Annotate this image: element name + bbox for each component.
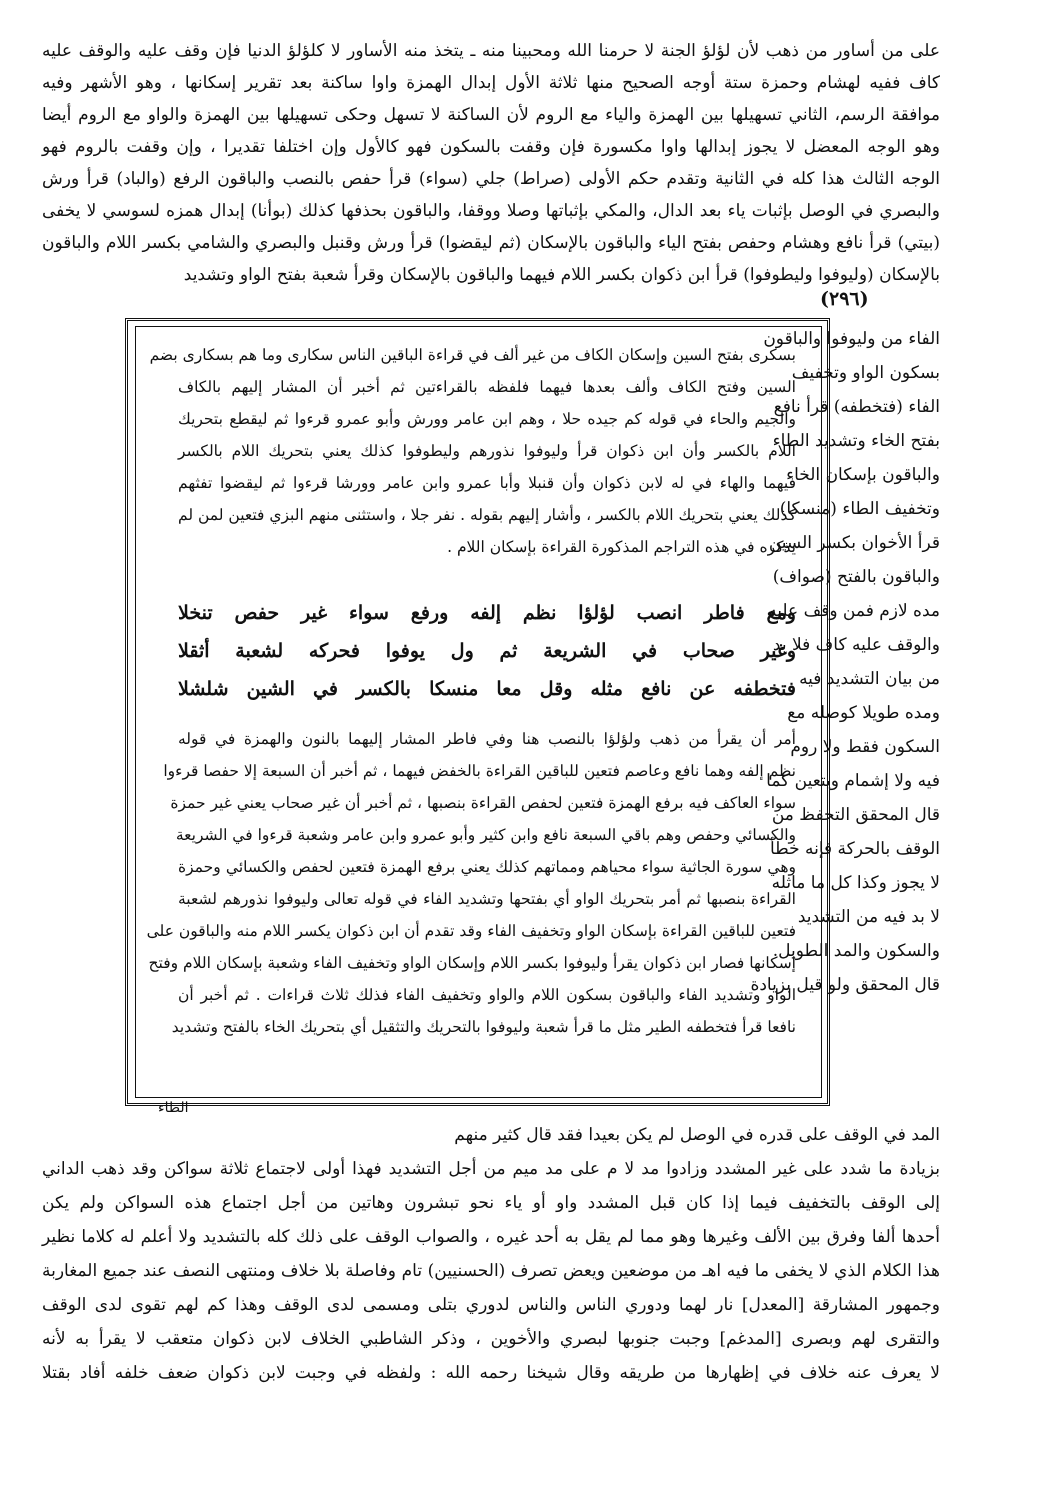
- side-text-line: قال المحقق ولو قيل بزيادة: [750, 975, 940, 995]
- box-text-line: يذكره في هذه التراجم المذكورة القراءة بإسكان اللام .: [447, 538, 796, 556]
- side-text-line: الوقف بالحركة فإنه خطأ: [769, 839, 940, 859]
- side-text-line: السكون فقط ولا روم: [790, 737, 940, 757]
- page-number: (٢٩٦): [820, 288, 869, 310]
- box-text-line: فيهما والهاء في له لابن ذكوان وأن قنبلا وأبا عمرو وابن عامر وورشا قرءوا ثم ليقضوا تفثهم: [178, 474, 796, 492]
- text-line: والتقرى لهم وبصرى [المدغم] وجبت جنوبها لبصري والأخوين ، وذكر الشاطبي الخلاف لابن ذكوان متعقب لا يقرأ به لأنه: [42, 1329, 940, 1349]
- text-line: وجمهور المشارقة [المعدل] نار لهما ودوري الناس والناس لدوري بتلى ومسمى لدى الوقف وهذا كم لهم تقوى لدى الوقف: [42, 1295, 940, 1315]
- box-text-line: كذلك يعني بتحريك اللام بالكسر ، وأشار إليهم بقوله . نفر جلا ، واستثنى منهم البزي فتعين لمن لم: [178, 506, 796, 524]
- text-line: أحدها ألفا وفرق بين الألف وغيرها وهو مما لم يقل به أحد غيره ، والصواب الوقف على ذلك كله بالتشديد ولا أعلم له كلاما نظير: [42, 1227, 940, 1247]
- side-text-line: والباقون بالفتح (صواف): [772, 567, 940, 587]
- text-line: والبصري في الوصل بإثبات ياء بعد الدال، والمكي بإثباتها وصلا ووقفا، والباقون بحذفها كذلك (بوأنا) إبدال همزه لسوسي لا يخفى: [42, 201, 940, 221]
- side-text-line: والباقون بإسكان الخاء: [786, 465, 940, 485]
- box-text-line: الواو وتشديد الفاء والباقون بسكون اللام والواو وتخفيف الفاء فذلك ثلاث قراءات . ثم أخبر أن: [178, 986, 796, 1004]
- box-text-line: والكسائي وحفص وهم باقي السبعة نافع وابن كثير وأبو عمرو وابن عامر وشعبة قرءوا في الشريعة: [175, 826, 796, 844]
- box-text-line: اللام بالكسر وأن ابن ذكوان قرأ وليوفوا نذورهم وليطوفوا كذلك يعني بتحريك اللام بالكسر: [178, 442, 796, 460]
- side-text-line: والسكون والمد الطويل.: [772, 941, 940, 961]
- side-text-line: مده لازم فمن وقف عليه: [768, 601, 940, 621]
- side-text-line: قرأ الأخوان بكسر السين: [768, 533, 940, 553]
- side-text-line: بسكون الواو وتخفيف: [791, 363, 940, 383]
- text-line: المد في الوقف على قدره في الوصل لم يكن بعيدا فقد قال كثير منهم: [454, 1125, 940, 1145]
- text-line: (بيتي) قرأ نافع وهشام وحفص بفتح الياء والباقون بالإسكان (ثم ليقضوا) قرأ ورش وقنبل والبصري والشامي بكسر اللام والباقون: [42, 233, 940, 253]
- side-text-line: الفاء من وليوفوا والباقون: [763, 329, 940, 349]
- side-text-line: لا بد فيه من التشديد: [797, 907, 940, 927]
- side-text-line: من بيان التشديد فيه: [799, 669, 940, 689]
- text-line: بزيادة ما شدد على غير المشدد وزادوا مد لا م على مد ميم من أجل التشديد فهذا أولى لاجتماع ثلاثة سواكن وقد ذهب الداني: [42, 1159, 940, 1179]
- text-line: موافقة الرسم، الثاني تسهيلها بين الهمزة والياء مع الروم لأن الساكنة لا تسهل وحكى تسهيلها بين الهمزة والواو مع الروم أيضا: [42, 105, 940, 125]
- side-text-line: فيه ولا إشمام ويتعين كما: [766, 771, 940, 791]
- side-text-line: بفتح الخاء وتشديد الطاء: [772, 431, 940, 451]
- text-line: الوجه الثالث هذا كله في الثانية وتقدم حكم الأولى (صراط) جلي (سواء) قرأ حفص بالنصب والباقون الرفع (والباد) قرأ ورش: [42, 169, 940, 189]
- margin-note: الطاء: [158, 1100, 189, 1116]
- text-line: إلى الوقف بالتخفيف فيما إذا كان قبل المشدد واو أو ياء نحو تبشرون وهاتين من أجل اجتماع هذه السواكن ولم يكن: [42, 1193, 940, 1213]
- side-text-line: الفاء (فتخطفه) قرأ نافع: [773, 397, 940, 417]
- box-text-line: وهي سورة الجاثية سواء محياهم ومماتهم كذلك يعني برفع الهمزة فتعين لحفص والكسائي وحمزة: [178, 858, 796, 876]
- box-text-line: السين وفتح الكاف وألف بعدها فيهما فلفظه بالقراءتين ثم أخبر أن المشار إليهم بالكاف: [178, 378, 796, 396]
- text-line: بالإسكان (وليوفوا وليطوفوا) قرأ ابن ذكوان بكسر اللام فيهما والباقون بالإسكان وقرأ شعبة بفتح الواو وتشديد: [183, 265, 940, 285]
- text-line: وهو الوجه المعضل لا يجوز إبدالها واوا مكسورة فإن وقفت بالسكون فهو كالأول وإن اختلفا تقديرا ، وإن وقفت بالروم فهو: [42, 137, 940, 157]
- verse-line: وغير صحاب في الشريعة ثم ول يوفوا فحركه لشعبة أثقلا: [178, 640, 796, 662]
- box-text-line: بسكرى بفتح السين وإسكان الكاف من غير ألف في قراءة الباقين الناس سكارى وما هم بسكارى بضم: [149, 346, 796, 364]
- text-line: لا يعرف عنه خلاف في إظهارها من طريقه وقال شيخنا رحمه الله : ولفظه في وجبت لابن ذكوان ضعف خلفه أفاد بقتلا: [42, 1363, 940, 1383]
- box-text-line: والجيم والحاء في قوله كم جيده حلا ، وهم ابن عامر وورش وأبو عمرو قرءوا ثم ليقطع بتحريك: [178, 410, 796, 428]
- side-text-line: لا يجوز وكذا كل ما ماثله: [771, 873, 940, 893]
- text-line: على من أساور من ذهب لأن لؤلؤ الجنة لا حرمنا الله ومحبينا منه ـ يتخذ منه الأساور لا كلؤلؤ الدنيا فإن وقف عليه والوقف عليه: [42, 41, 940, 61]
- verse-line: فتخطفه عن نافع مثله وقل معا منسكا بالكسر في الشين شلشلا: [178, 678, 796, 700]
- box-text-line: القراءة بنصبها ثم أمر بتحريك الواو أي بفتحها وتشديد الفاء في قوله تعالى وليوفوا نذورهم لشعبة: [178, 890, 796, 908]
- side-text-line: والوقف عليه كاف فلا بد: [772, 635, 940, 655]
- box-text-line: فتعين للباقين القراءة بإسكان الواو وتخفيف الفاء وقد تقدم أن ابن ذكوان يكسر اللام منه والباقون على: [146, 922, 796, 940]
- side-text-line: وتخفيف الطاء (منسكا): [779, 499, 940, 519]
- box-text-line: نظم إلفه وهما نافع وعاصم فتعين للباقين القراءة بالخفض فيهما ، ثم أخبر أن السبعة إلا حفصا قرءوا: [163, 762, 796, 780]
- box-text-line: سواء العاكف فيه برفع الهمزة فتعين لحفص القراءة بنصبها ، ثم أخبر أن غير صحاب يعني غير حمزة: [170, 794, 796, 812]
- box-text-line: نافعا قرأ فتخطفه الطير مثل ما قرأ شعبة وليوفوا بالتحريك والتثقيل أي بتحريك الخاء بالفتح وتشديد: [171, 1018, 796, 1036]
- text-line: كاف ففيه لهشام وحمزة ستة أوجه الصحيح منها ثلاثة الأول إبدال الهمزة واوا ساكنة بعد تقرير إسكانها ، وهو الأشهر وفيه: [42, 73, 940, 93]
- box-text-line: إسكانها فصار ابن ذكوان يقرأ وليوفوا بكسر اللام وإسكان الواو وتخفيف الفاء وشعبة بإسكان اللام وفتح: [148, 954, 796, 972]
- side-text-line: قال المحقق التحفظ من: [771, 805, 940, 825]
- side-text-line: ومده طويلا كوصله مع: [787, 703, 940, 723]
- box-text-line: أمر أن يقرأ من ذهب ولؤلؤا بالنصب هنا وفي فاطر المشار إليهما بالنون والهمزة في قوله: [178, 730, 796, 748]
- text-line: هذا الكلام الذي لا يخفى ما فيه اهـ من موضعين ويعض تصرف (الحسنيين) تام وفاصلة بلا خلاف ومنتهى النصف عند جميع المغاربة: [42, 1261, 940, 1281]
- verse-line: ومع فاطر انصب لؤلؤا نظم إلفه ورفع سواء غير حفص تنخلا: [178, 602, 796, 624]
